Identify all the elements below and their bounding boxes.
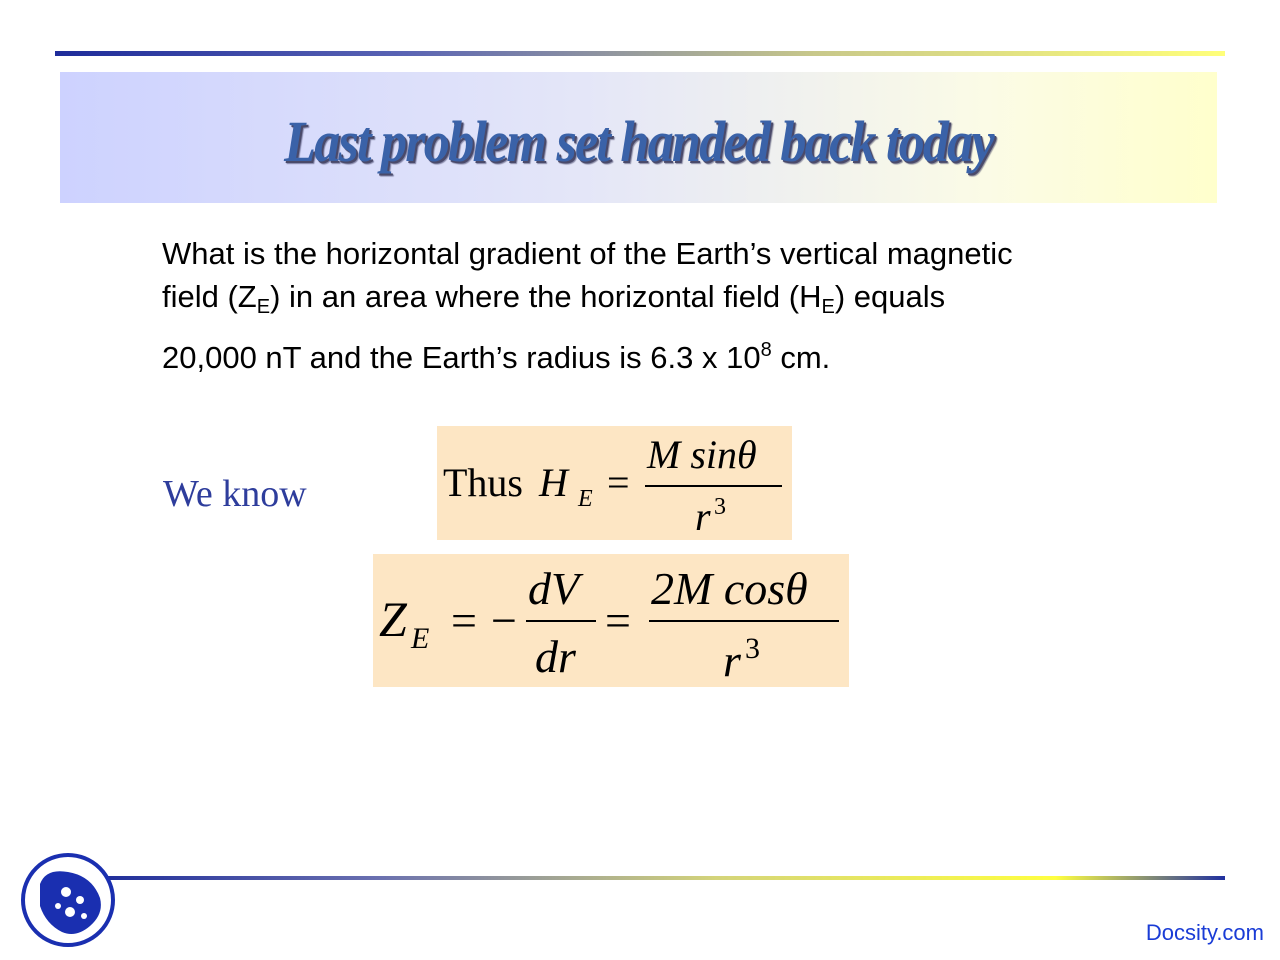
question-line-2c: ) equals [834,279,946,314]
bottom-divider [95,876,1225,880]
question-line-3a: 20,000 nT and the Earth’s radius is 6.3 x 10 [162,340,761,375]
eq2-z: Z [379,591,407,647]
eq2-subscript: E [411,622,430,655]
subscript-e: E [821,296,835,318]
we-know-label: We know [163,473,307,515]
question-line-2a: field (Z [162,279,257,314]
eq1-h: H [539,460,568,505]
title-banner [60,72,1217,203]
problem-question [162,232,1162,379]
eq1-exponent: 3 [714,494,726,520]
eq1-denominator: r [695,494,711,539]
eq1-thus: Thus [443,460,523,505]
subscript-e: E [256,296,271,318]
docsity-watermark: Docsity.com [1145,920,1264,945]
equation-vertical-field [373,554,849,687]
eq2-frac2-numerator: 2M cosθ [651,563,808,614]
eq2-frac2-exponent: 3 [745,632,760,665]
top-divider [55,51,1225,56]
eq2-frac1-denominator: dr [535,631,576,682]
eq2-frac2-denominator: r [723,635,741,686]
eq2-minus: − [491,595,517,646]
eq1-equals: = [607,460,630,505]
eq1-numerator: M sinθ [647,432,757,477]
eq2-equals-2: = [605,595,631,646]
university-logo-icon [18,850,118,955]
superscript-8: 8 [760,339,772,361]
eq2-frac1-numerator: dV [528,563,580,614]
eq1-subscript: E [578,486,593,512]
question-line-3b: cm. [771,340,831,375]
eq2-equals-1: = [451,595,477,646]
question-line-1: What is the horizontal gradient of the Earth’s vertical magnetic [162,236,1013,271]
equation-horizontal-field [437,426,792,540]
question-line-2b: ) in an area where the horizontal field (H [270,279,822,314]
slide-title: Last problem set handed back today [284,109,993,174]
